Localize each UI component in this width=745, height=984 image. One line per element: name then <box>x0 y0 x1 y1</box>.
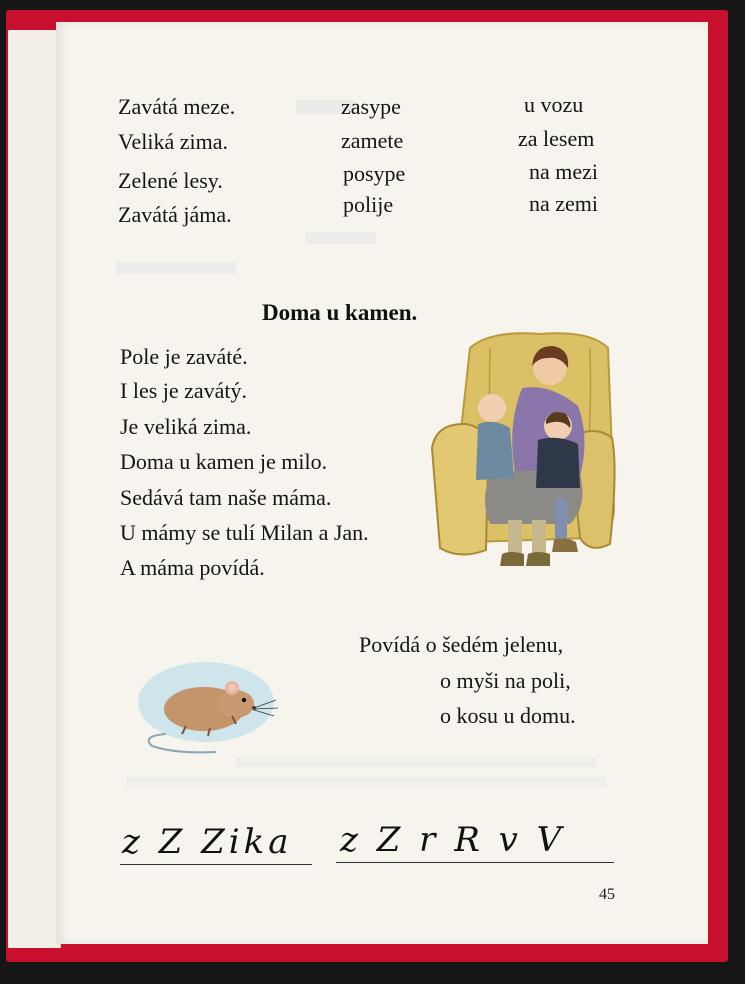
writing-line <box>120 864 312 865</box>
story-title: Doma u kamen. <box>262 300 418 325</box>
column-left-line: Zelené lesy. <box>118 168 223 193</box>
story-line: Doma u kamen je milo. <box>120 449 328 474</box>
tale-line: o myši na poli, <box>440 668 571 693</box>
column-middle-line: zamete <box>341 128 404 153</box>
story-line: Pole je zaváté. <box>120 344 248 369</box>
story-line: Je veliká zima. <box>120 414 252 439</box>
tale-line: o kosu u domu. <box>440 703 576 728</box>
story-line: A máma povídá. <box>120 555 265 580</box>
tale-line: Povídá o šedém jelenu, <box>359 632 564 657</box>
writing-line <box>336 862 614 863</box>
page-number: 45 <box>599 886 615 903</box>
column-right-line: za lesem <box>518 126 595 151</box>
book-page <box>56 22 708 944</box>
story-line: I les je zavátý. <box>120 378 248 403</box>
column-middle-line: zasype <box>341 94 401 119</box>
handwriting-practice-zika: z Z Zika <box>122 822 293 862</box>
mother-children-armchair-illustration <box>430 328 620 578</box>
column-right-line: na zemi <box>529 191 599 216</box>
left-page-edge <box>8 30 61 948</box>
column-right-line: na mezi <box>529 159 599 184</box>
column-middle-line: posype <box>343 161 406 186</box>
column-middle-line: polije <box>343 192 394 217</box>
column-left-line: Veliká zima. <box>118 129 228 154</box>
column-left-line: Zavátá jáma. <box>118 202 232 227</box>
story-line: Sedává tam naše máma. <box>120 485 332 510</box>
mouse-illustration <box>136 654 286 754</box>
story-line: U mámy se tulí Milan a Jan. <box>120 520 369 545</box>
column-left-line: Zavátá meze. <box>118 94 236 119</box>
column-right-line: u vozu <box>524 92 584 117</box>
handwriting-practice-letters: z Z r R v V <box>340 820 566 860</box>
